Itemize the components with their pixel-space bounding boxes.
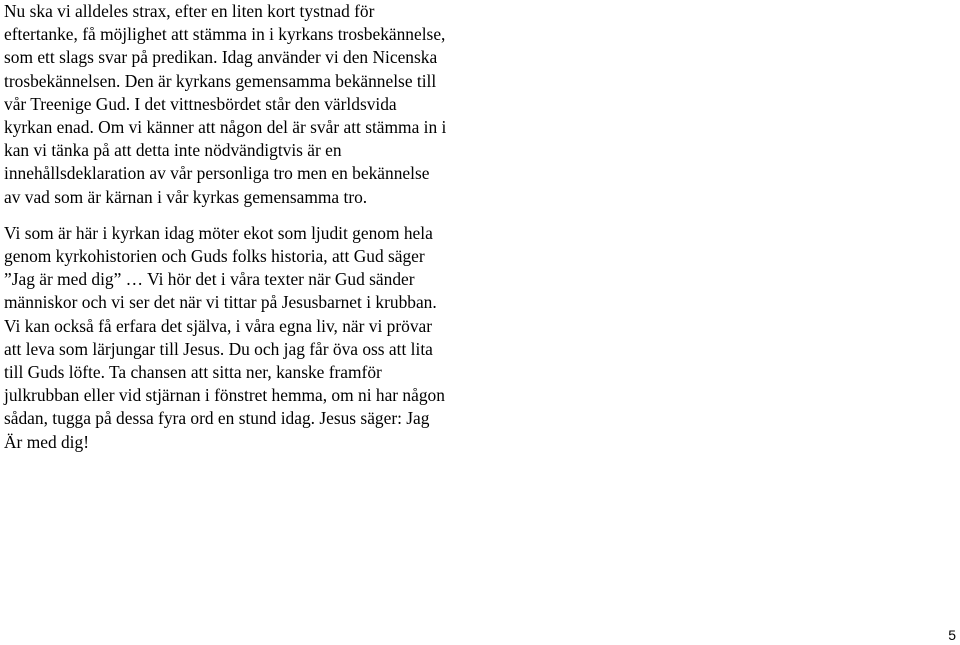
text-line: trosbekännelsen. Den är kyrkans gemensamma bekännelse till [4,70,437,91]
text-line: som ett slags svar på predikan. Idag använder vi den Nicenska [4,47,438,68]
text-line: innehållsdeklaration av vår personliga tro men en bekännelse [4,163,430,184]
text-line: genom kyrkohistorien och Guds folks historia, att Gud säger [4,246,425,267]
text-line: att leva som lärjungar till Jesus. Du och jag får öva oss att lita [4,338,433,359]
text-line: sådan, tugga på dessa fyra ord en stund idag. Jesus säger: Jag [4,408,430,429]
text-line: kyrkan enad. Om vi känner att någon del är svår att stämma in i [4,117,447,138]
text-line: människor och vi ser det när vi tittar på Jesusbarnet i krubban. [4,292,437,313]
text-line: till Guds löfte. Ta chansen att sitta ner, kanske framför [4,362,382,383]
text-line: Är med dig! [4,431,90,452]
text-line: Vi kan också få erfara det själva, i våra egna liv, när vi prövar [4,315,433,336]
text-line: kan vi tänka på att detta inte nödvändigtvis är en [4,140,342,161]
text-line: Nu ska vi alldeles strax, efter en liten kort tystnad för [4,1,375,21]
paragraph-2 [4,222,474,454]
text-line: ”Jag är med dig” … Vi hör det i våra texter när Gud sänder [4,269,415,290]
text-line: vår Treenige Gud. I det vittnesbördet står den världsvida [4,93,397,114]
page-number: 5 [948,627,956,643]
paragraph-1 [4,0,474,209]
document-body [4,0,474,454]
text-line: julkrubban eller vid stjärnan i fönstret hemma, om ni har någon [4,385,445,406]
text-line: Vi som är här i kyrkan idag möter ekot som ljudit genom hela [4,222,433,243]
text-line: eftertanke, få möjlighet att stämma in i kyrkans trosbekännelse, [4,24,446,45]
text-line: av vad som är kärnan i vår kyrkas gemensamma tro. [4,186,368,207]
